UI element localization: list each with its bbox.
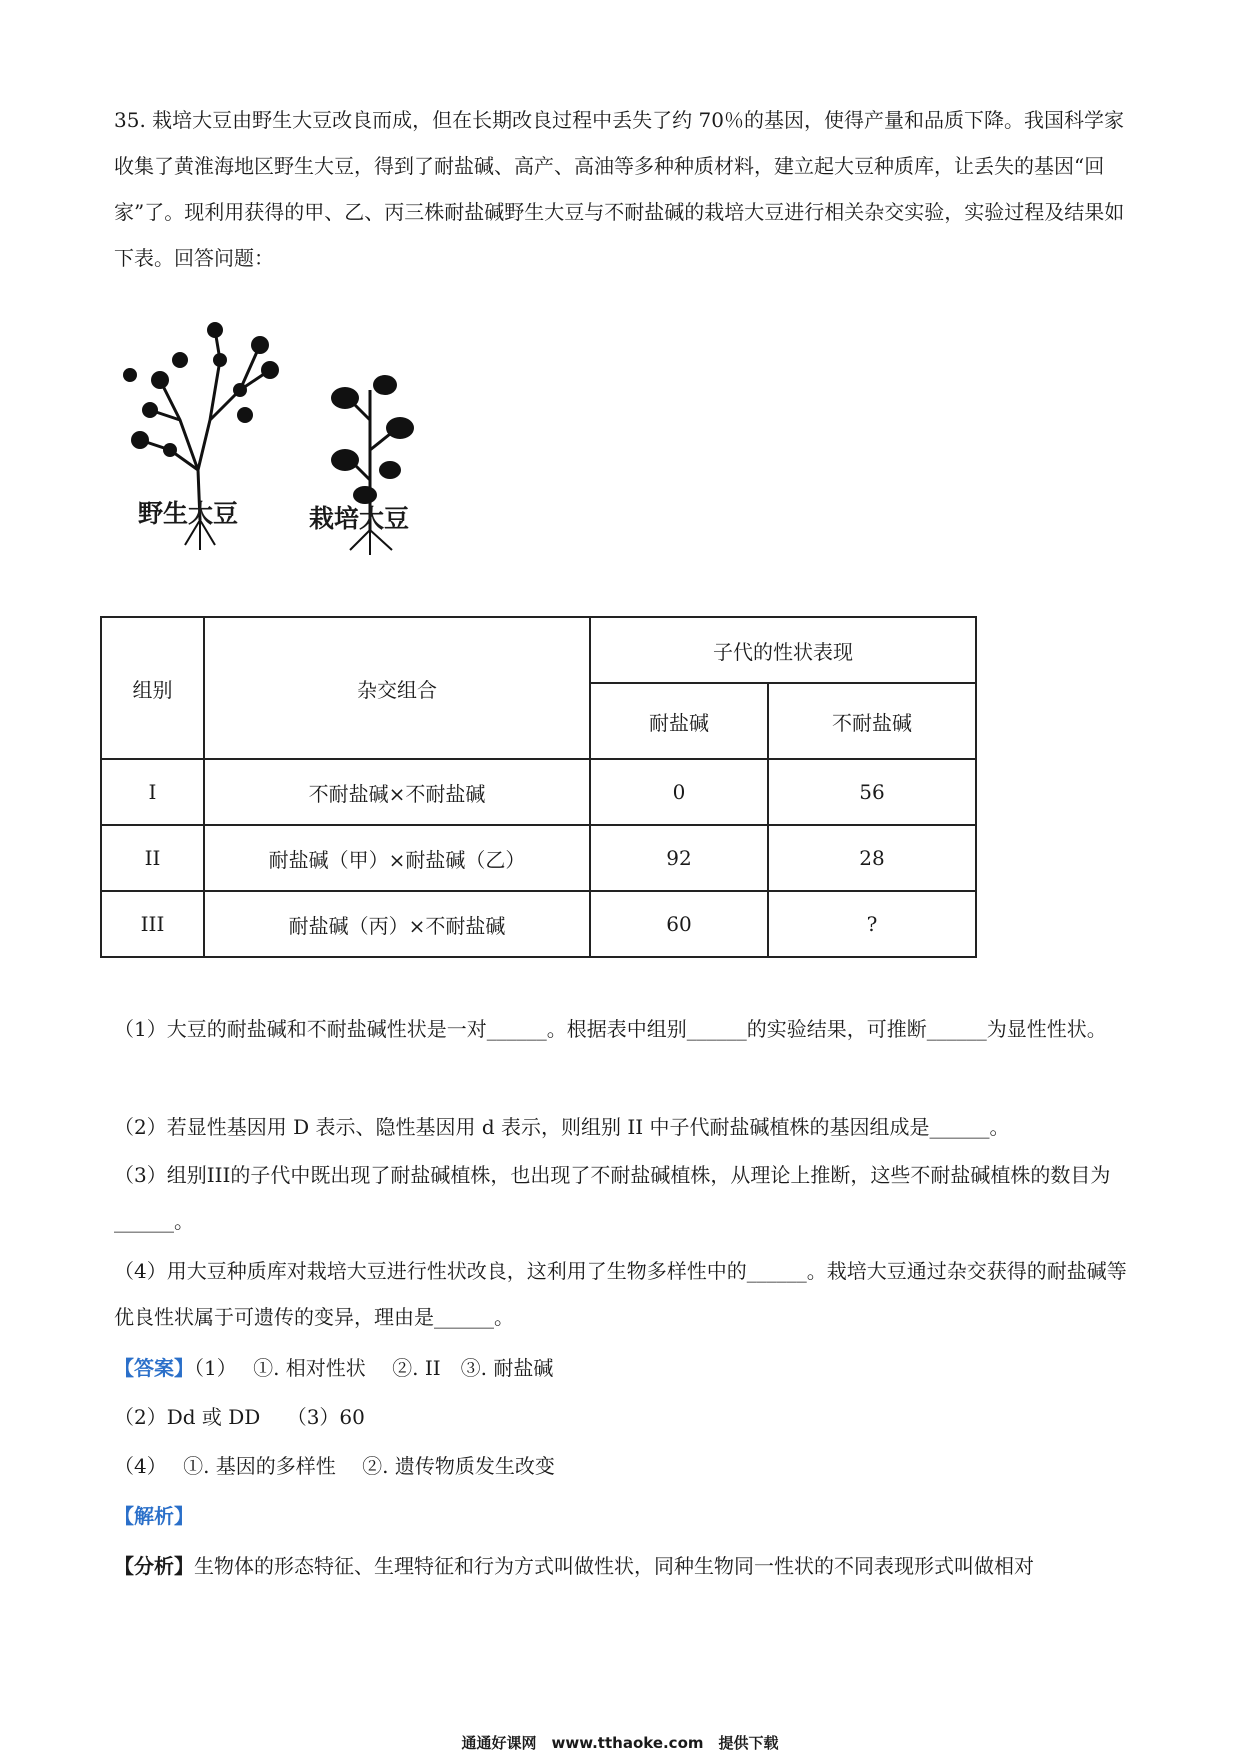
fenxi-label: 【分析】	[114, 1554, 194, 1578]
figure-label-wild: 野生大豆	[138, 499, 239, 528]
analysis-label	[114, 1493, 194, 1539]
row-intolerant: 56	[768, 759, 976, 825]
row-cross: 耐盐碱（丙）×不耐盐碱	[204, 891, 590, 957]
answer-line-1	[114, 1345, 553, 1391]
question-intro: 35. 栽培大豆由野生大豆改良而成，但在长期改良过程中丢失了约 70％的基因，使得产量和品质下降。我国科学家收集了黄淮海地区野生大豆，得到了耐盐碱、高产、高油等多种种质材料，建立起大豆种质库，让丢失的基因“回家”了。现利用获得的甲、乙、丙三株耐盐碱野生大豆与不耐盐碱的栽培大豆进行相关杂交实验，实验过程及结果如下表。回答问题：	[114, 108, 1125, 270]
row-group: III	[101, 891, 204, 957]
answer-line-2: （2）Dd 或 DD （3）60	[114, 1405, 365, 1429]
header-cross: 杂交组合	[204, 617, 590, 759]
answer-line-3: （4） ①. 基因的多样性 ②. 遗传物质发生改变	[114, 1454, 555, 1478]
row-group: II	[101, 825, 204, 891]
table-row	[101, 759, 976, 825]
cross-results-table	[100, 616, 977, 958]
row-group: I	[101, 759, 204, 825]
row-cross: 不耐盐碱×不耐盐碱	[204, 759, 590, 825]
sub-question-2: （2）若显性基因用 D 表示、隐性基因用 d 表示，则组别 II 中子代耐盐碱植株的基因组成是______。	[114, 1115, 1010, 1139]
analysis-label-text: 【解析】	[114, 1504, 194, 1528]
analysis-text: 生物体的形态特征、生理特征和行为方式叫做性状，同种生物同一性状的不同表现形式叫做相对	[194, 1554, 1034, 1578]
row-intolerant: 28	[768, 825, 976, 891]
row-tolerant: 92	[590, 825, 768, 891]
analysis-line	[114, 1543, 1034, 1589]
answer-text-1: （1） ①. 相对性状 ②. II ③. 耐盐碱	[194, 1356, 554, 1380]
header-group: 组别	[101, 617, 204, 759]
sub-question-3: （3）组别III的子代中既出现了耐盐碱植株，也出现了不耐盐碱植株，从理论上推断，这些不耐盐碱植株的数目为______。	[114, 1163, 1111, 1233]
header-intolerant: 不耐盐碱	[768, 683, 976, 759]
table-row	[101, 825, 976, 891]
row-intolerant: ?	[768, 891, 976, 957]
answer-label: 【答案】	[114, 1356, 194, 1380]
sub-question-4: （4）用大豆种质库对栽培大豆进行性状改良，这利用了生物多样性中的______。栽培大豆通过杂交获得的耐盐碱等优良性状属于可遗传的变异，理由是______。	[114, 1259, 1127, 1329]
row-tolerant: 60	[590, 891, 768, 957]
soybean-figure	[100, 300, 480, 600]
wild-soybean-leaves	[123, 322, 279, 457]
table-row	[101, 891, 976, 957]
row-tolerant: 0	[590, 759, 768, 825]
page-footer: 通通好课网 www.tthaoke.com 提供下载	[461, 1734, 779, 1752]
figure-label-cultivated: 栽培大豆	[309, 504, 410, 533]
cultivated-soybean-leaves	[331, 375, 414, 504]
header-offspring: 子代的性状表现	[590, 617, 976, 683]
sub-question-1: （1）大豆的耐盐碱和不耐盐碱性状是一对______。根据表中组别______的实验结果，可推断______为显性性状。	[114, 1017, 1107, 1041]
row-cross: 耐盐碱（甲）×耐盐碱（乙）	[204, 825, 590, 891]
header-tolerant: 耐盐碱	[590, 683, 768, 759]
